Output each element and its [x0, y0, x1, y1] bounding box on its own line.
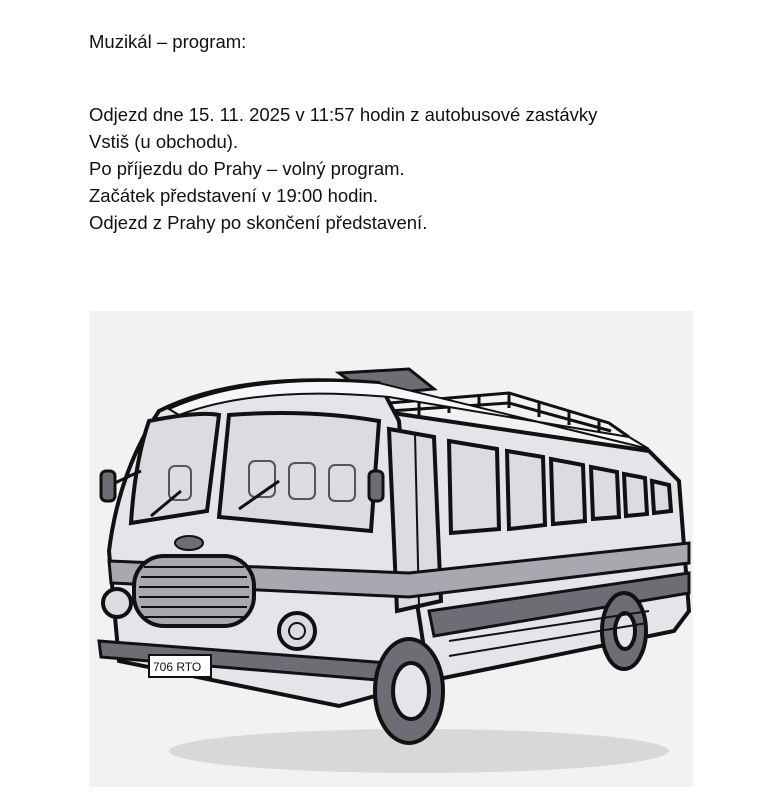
program-line-show-start: Začátek představení v 19:00 hodin. — [89, 185, 378, 206]
page-title: Muzikál – program: — [89, 31, 247, 52]
program-line-return: Odjezd z Prahy po skončení představení. — [89, 212, 428, 233]
svg-text:706 RTO: 706 RTO — [153, 660, 202, 674]
bus-illustration — [89, 311, 693, 787]
bus-icon — [89, 311, 693, 787]
program-line-arrival: Po příjezdu do Prahy – volný program. — [89, 158, 405, 179]
program-line-departure: Odjezd dne 15. 11. 2025 v 11:57 hodin z autobusové zastávky — [89, 104, 598, 125]
program-text — [89, 101, 597, 236]
program-line-stop: Vstiš (u obchodu). — [89, 131, 239, 152]
